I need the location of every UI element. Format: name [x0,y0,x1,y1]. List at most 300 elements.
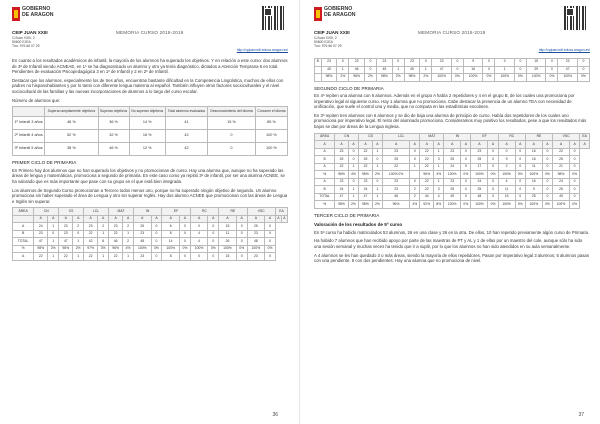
table-cell: 22 [84,253,98,261]
table-cell: B [13,230,34,238]
table-row [315,163,590,171]
table-cell [315,74,322,82]
section-title: PRIMER CICLO DE PRIMARIA [12,160,77,166]
table-cell: 25 [335,156,349,164]
table-cell: TOTAL [13,238,34,246]
table-cell: 47 [34,238,48,246]
table-cell: A [13,223,34,231]
table-subheader: A [133,215,151,223]
table-cell: 44 [420,193,434,201]
table-cell: 0 [461,148,471,156]
table-row [13,230,288,238]
table-cell: 25 [444,186,461,194]
table-cell: 0 [569,163,579,171]
table-cell: 0 [180,230,191,238]
table-cell: % [13,245,34,253]
page-gutter [299,0,300,424]
table-cell: 0 [569,178,579,186]
table-cell: 1 [372,186,382,194]
table-cell: 4 [190,230,208,238]
table-cell: 0 [208,223,219,231]
paragraph: En Primero hay dos alumnos que no han superado los objetivos y no promocionan de curso. Hay una alumna que, aunque no ha superado las áreas de lengua y matemáticas, promociona a segundo de primaria. En este caso como ya repitió 3º de infantil, por ser una alumna ACNEE, se ha valorado que es más importante que pase con su grupo en el que está bien integrada. [12,167,285,184]
table-cell: 0 [577,59,589,67]
table-cell: 23 [59,223,73,231]
table-cell: 46 [383,193,410,201]
table-cell: 1 [372,193,382,201]
table-row [13,253,288,261]
page-number: 36 [272,412,278,418]
table-cell: 0 [151,253,162,261]
table-cell: 23 [432,59,452,67]
right-page [304,0,598,424]
table-cell: % [315,171,335,179]
table-cell: 2 [410,193,420,201]
table-cell: 3% [98,245,109,253]
table-row [315,178,590,186]
table-cell: 22 [359,148,373,156]
table-cell: 0 [392,59,404,67]
table-row [315,156,590,164]
table-subheader: A [247,215,265,223]
table-cell: 0 [514,59,526,67]
table-cell: 0 [515,178,525,186]
table-cell: 100% [432,74,452,82]
table-cell: 100% [495,74,515,82]
table-cell: 9 [463,59,483,67]
segundo-ciclo-table: ÁREA CN CS LCL MAT IN EF RC RE VSC EA A A A A A A A A A A A A A A A A A A A A A 23 0 22 1 23 0 22 1 23 0 23 0 0 0 16 0 22 0 B 25 0 25 0 25 0 22 3 25 0 25 0 9 0 16 0 25 0 A 22 1 22 1 22 1 22 1 24 0 17 0 2 0 11 0 21 0 % 96% 4% 98% 2% 100% 0% 96% 4% 100% 0% 100% 0% 100% 0% 100% 0% 98% 0% A 23 0 23 0 23 0 22 1 23 0 24 0 4 0 16 0 24 0 B 24 1 24 1 23 2 22 3 25 0 25 0 11 0 9 0 25 0 TOTAL 47 1 47 1 46 2 44 4 49 0 48 0 15 0 25 0 49 0 % 98% 2% 98% 2% 96% 4% 92% 8% 100% 0% 100% 0% 100% 0% 100% 0% 100% 0% [314,133,590,209]
table-subheader: A [580,141,590,149]
table-subheader: A [162,215,180,223]
table-cell: 100% [498,171,515,179]
page-header [314,6,590,56]
table-cell: 0% [515,171,525,179]
table-cell: 98% [34,245,48,253]
table-cell: 0% [461,171,471,179]
table-cell: 25 [247,223,265,231]
table-row [315,74,590,82]
aragon-flag-icon [314,7,322,21]
table-cell: 0% [569,201,579,209]
table-cell: A [315,178,335,186]
table-cell: 100% [162,245,180,253]
table-cell: 100% [526,74,546,82]
table-cell: 0 [348,178,358,186]
page-number: 37 [578,412,584,418]
table-cell: 0% [180,245,191,253]
table-cell: 1 [410,163,420,171]
table-subheader: A [98,215,109,223]
table-cell: 16 [463,66,483,74]
table-row [315,171,590,179]
table-cell: 0 [410,148,420,156]
table-cell: 0 [461,193,471,201]
table-subheader: A [471,141,488,149]
table-cell: 22 [553,148,570,156]
table-cell: 25 [471,186,488,194]
table-cell: 0 [483,66,495,74]
table-cell: 100% [553,201,570,209]
table-row: 3º Infantil 5 años 38 % 46 % 12 % 42 0 100 % [13,143,288,156]
table-cell: 1 [48,238,59,246]
table-cell: 2% [420,74,432,82]
table-cell: 23 [133,230,151,238]
table-cell: 0 [151,230,162,238]
table-cell: 0 [451,59,463,67]
table-subheader [13,215,34,223]
table-cell: 23 [444,178,461,186]
table-cell: 96% [109,245,123,253]
left-content [12,58,288,261]
table-cell: 11 [219,230,237,238]
table-cell: 0 [577,66,589,74]
table-cell: 4% [434,171,444,179]
table-cell: 2% [392,74,404,82]
table-subheader: A [372,141,382,149]
table-cell: 0% [546,74,558,82]
table-cell: 16 [525,148,542,156]
table-cell: 0 [208,230,219,238]
table-cell: 1 [348,193,358,201]
table-row [13,245,288,253]
table-cell: 100% [525,201,542,209]
table-cell: 0% [542,201,552,209]
table-cell: 2 [98,223,109,231]
table-cell: 0 [515,193,525,201]
school-address: C/Juan XXIII, 2 [12,36,35,40]
table-subheader: A [348,141,358,149]
table-cell [315,66,322,74]
table-cell: 0 [488,163,498,171]
table-cell: 23 [84,223,98,231]
table-subheader: A [190,215,208,223]
table-cell: 23 [59,230,73,238]
table-subheader: A [275,215,281,223]
table-cell: 46 [349,66,365,74]
table-cell: 98% [359,201,373,209]
paragraph: Destacar que los alumnos, especialmente los de tres años, encuentran bastante dificultad en la Competencia Lingüística, muchos de ellos con padres no hispanohablantes y por lo tanto con diferente lengua materna al español. También influyen otros factores socioculturales y el nivel sociocultural de las familias y las nuevas incorporaciones de alumnos a lo largo del curso escolar. [12,77,284,94]
table-row [315,193,590,201]
table-row: 2º Infantil 4 años 52 % 32 % 16 % 42 0 100 % [13,130,288,143]
table-cell: 4 [190,238,208,246]
table-cell: 0% [151,245,162,253]
table-cell: 23 [383,178,410,186]
table-cell: 47 [558,66,578,74]
table-cell: 0 [265,253,276,261]
table-cell: 49 [444,193,461,201]
table-cell: 0 [236,253,247,261]
table-cell: 100% [444,201,461,209]
table-subheader: A [281,215,287,223]
table-cell: 23 [335,148,349,156]
table-cell: 0 [73,230,84,238]
table-cell: 2% [348,201,358,209]
table-subheader: A [542,141,552,149]
table-cell: 100% 0% [383,171,410,179]
table-cell: 96% [335,171,349,179]
table-cell: 25 [525,193,542,201]
table-cell: 0 [348,156,358,164]
table-subheader: A [335,141,349,149]
table-header: Total alumnos evaluados [165,107,207,117]
table-row [315,186,590,194]
table-cell: 22 [420,156,434,164]
table-cell: 2% [73,245,84,253]
table-cell: 100% [471,171,488,179]
table-cell: 0 [151,223,162,231]
table-cell: 98% [404,74,420,82]
table-cell: 22 [109,253,123,261]
table-cell: 0 [542,156,552,164]
table-cell: 1 [48,223,59,231]
table-cell: 49 [553,193,570,201]
table-cell: 100% [444,171,461,179]
table-cell: 0 [180,238,191,246]
table-cell: 15 [219,253,237,261]
table-cell: 2 [73,223,84,231]
table-cell: 23 [444,148,461,156]
government-logo: GOBIERNO DE ARAGON [314,6,376,22]
table-subheader: A [420,141,434,149]
table-cell: 4% [123,245,134,253]
table-cell: 0 [208,253,219,261]
table-cell: 98% [335,201,349,209]
table-subheader: A [265,215,276,223]
table-cell: 1 [495,66,515,74]
table-cell: 2 [498,163,515,171]
table-cell: 1 [348,186,358,194]
table-cell: 23 [109,223,123,231]
table-cell: 11 [525,163,542,171]
table-cell: 0 [488,148,498,156]
table-cell: 23 [383,186,410,194]
table-cell: 1 [73,238,84,246]
table-cell: 16 [525,156,542,164]
table-subheader: A [498,141,515,149]
table-cell: 24 [444,163,461,171]
table-cell: 23 [133,253,151,261]
table-cell: 22 [59,253,73,261]
table-cell: 23 [359,178,373,186]
memo-title: MEMORIA CURSO 2018-2019 [116,30,184,35]
table-cell: 23 [471,148,488,156]
table-cell: 0% [208,245,219,253]
table-cell: 0% [514,74,526,82]
table-cell: 24 [359,186,373,194]
table-row [315,66,590,74]
table-cell: A [315,163,335,171]
table-cell: 6 [98,238,109,246]
table-cell: 0 [488,193,498,201]
table-cell: 42 [84,238,98,246]
table-cell: TOTAL [315,193,335,201]
table-cell: 0 [451,66,463,74]
table-cell: 2% [365,74,377,82]
table-cell: 22 [383,163,410,171]
table-cell: 0 [180,223,191,231]
table-cell: 24 [335,186,349,194]
table-row [13,238,288,246]
table-cell: 25 [383,156,410,164]
table-cell: 1 [48,253,59,261]
table-cell: 100% [463,74,483,82]
table-cell: 22 [420,178,434,186]
table-cell: B [315,59,322,67]
table-cell: 1 [98,253,109,261]
table-cell: 14 [162,238,180,246]
table-cell: 25 [133,223,151,231]
table-subheader: A [383,141,410,149]
subsection-title: Valoración de los resultados de 5º curso [314,222,403,228]
table-subheader: A [180,215,191,223]
table-cell: 23 [349,59,365,67]
table-cell: 100% [219,245,237,253]
table-cell: 0 [180,253,191,261]
primer-ciclo-table: ÁREA CN CS LCL MAT IN EF RC RE VSC EA A A A A A A A A A A A A A A A A A A A A A 24 1 23 2 23 2 23 2 25 0 6 0 0 0 15 0 25 0 B 23 0 23 0 22 1 22 1 23 0 8 0 4 0 11 0 23 0 TOTAL 47 1 47 1 42 6 46 2 48 0 14 0 4 0 26 0 48 0 % 98% 2% 98% 2% 97% 3% 96% 4% 100% 0% 100% 0% 100% 0% 100% 0% 100% 0% A 22 1 22 1 22 1 22 1 23 0 8 0 0 0 15 0 23 0 [12,207,288,261]
table-cell: 15 [526,59,546,67]
table-cell: 15 [498,193,515,201]
aragon-flag-icon [12,7,20,21]
school-url-link[interactable]: http://cpjuanxxiii.educa.aragon.es/ [538,48,590,52]
table-cell: 0 [569,186,579,194]
table-cell: 0% [542,171,552,179]
table-cell: 98% [359,171,373,179]
table-subheader: A [515,141,525,149]
table-cell: 0 [514,66,526,74]
school-phone: Tno: 976 66 07 29 [12,44,40,48]
table-cell: 0% [451,74,463,82]
table-subheader: A [553,141,570,149]
table-cell: 22 [84,230,98,238]
table-cell: 22 [34,253,48,261]
table-cell: 2% [337,74,349,82]
table-cell: 98% [321,74,337,82]
table-cell: 47 [432,66,452,74]
table-subheader: A [219,215,237,223]
section-title: TERCER CICLO DE PRIMARIA [314,212,380,218]
table-cell: 100% [247,245,265,253]
table-subheader: A [84,215,98,223]
table-cell: 1 [348,163,358,171]
table-cell: 11 [498,186,515,194]
table-cell: 0 [265,238,276,246]
table-cell: 23 [34,230,48,238]
paragraph: En 3º repiten tres alumnos con 6 alumnos y se dio de baja una alumna de principio de curso. Había dos repetidores de los cuales uno promociona por imperativo legal. El resto del alumnado promociona. Consideramos muy positivo los resultados, pese a que los resultados más bajos se dan por áreas de la Lengua inglesa. [314,112,587,130]
table-cell: 45 [404,66,420,74]
table-cell: 8 [162,230,180,238]
paragraph: Ha habido 7 alumnos que han recibido apoyo por parte de las maestras de PT y AL y 1 de ellas por un maestro del cole, aunque sólo ha sido una sesión semanal y muchas veces ha tenido que ir a suplir, por lo que los alumnos no han sido atendidos en su aula semanalmente. [314,238,583,250]
table-subheader: A [151,215,162,223]
table-cell: 1 [392,66,404,74]
table-cell: 24 [553,178,570,186]
table-cell: 9 [525,186,542,194]
school-name: CEIP JUAN XXIII [12,30,48,35]
table-cell: 0 [420,59,432,67]
table-cell: 0 [542,193,552,201]
table-cell: 0 [410,178,420,186]
table-cell: 0 [542,148,552,156]
table-cell: 0% [265,245,276,253]
table-cell: 4 [498,178,515,186]
table-cell: 3 [434,186,444,194]
paragraph: Número de alumnos que: [12,97,61,103]
table-cell: 0 [461,186,471,194]
section-title: SEGUNDO CICLO DE PRIMARIA [314,85,384,91]
table-cell: A [315,148,335,156]
table-cell: 1 [372,163,382,171]
table-cell: 48 [471,193,488,201]
table-cell: 1 [337,66,349,74]
table-cell: 0 [190,223,208,231]
table-cell: 2 [123,223,134,231]
table-header: Superan objetivos [98,107,129,117]
table-cell: 1 [434,163,444,171]
table-cell: 1 [434,178,444,186]
table-cell: 0 [515,186,525,194]
table-cell: 0 [498,148,515,156]
table-cell: 0 [495,59,515,67]
table-row: 1º Infantil 3 años 46 % 36 % 14 % 41 15 % 85 % [13,117,288,130]
table-cell: 0 [515,148,525,156]
table-cell: 0 [372,178,382,186]
table-cell: 0 [265,223,276,231]
table-cell: 25 [553,186,570,194]
table-cell: 98% [349,74,365,82]
table-cell: 0 [488,186,498,194]
memo-title: MEMORIA CURSO 2018-2019 [418,30,486,35]
table-cell: B [315,156,335,164]
table-cell: 2 [123,238,134,246]
table-cell: 0 [515,163,525,171]
table-cell: 23 [247,253,265,261]
school-address: C/Juan XXIII, 2 [314,36,337,40]
table-cell: 9 [498,156,515,164]
table-cell: 47 [359,193,373,201]
table-cell: 22 [335,163,349,171]
table-cell: 2% [372,201,382,209]
table-cell: 4 [434,193,444,201]
table-header [13,107,45,117]
table-cell: 4% [410,201,420,209]
table-cell: 1 [420,66,432,74]
table-cell: 48 [247,238,265,246]
table-cell: 0 [461,163,471,171]
table-cell: 0 [372,156,382,164]
table-header: No superan objetivos [129,107,165,117]
table-cell: 0 [208,238,219,246]
table-cell: 2 [410,186,420,194]
table-cell: B [315,186,335,194]
table-cell: 0% [569,171,579,179]
table-cell: 97% [84,245,98,253]
table-cell: 0 [265,230,276,238]
table-subheader: A [525,141,542,149]
table-cell: 47 [335,193,349,201]
table-cell: 8 [162,253,180,261]
table-cell: 2% [372,171,382,179]
table-cell: 100% [498,201,515,209]
table-cell: 26 [219,238,237,246]
table-subheader: A [488,141,498,149]
table-cell: 98% [59,245,73,253]
table-cell: 47 [59,238,73,246]
table-cell [410,171,420,179]
school-url-link[interactable]: http://cpjuanxxiii.educa.aragon.es/ [236,48,288,52]
table-subheader: A [461,141,471,149]
primer-ciclo-table-continued [314,58,590,82]
table-cell: 100% [190,245,208,253]
table-cell: 0 [365,66,377,74]
table-subheader: A [569,141,579,149]
